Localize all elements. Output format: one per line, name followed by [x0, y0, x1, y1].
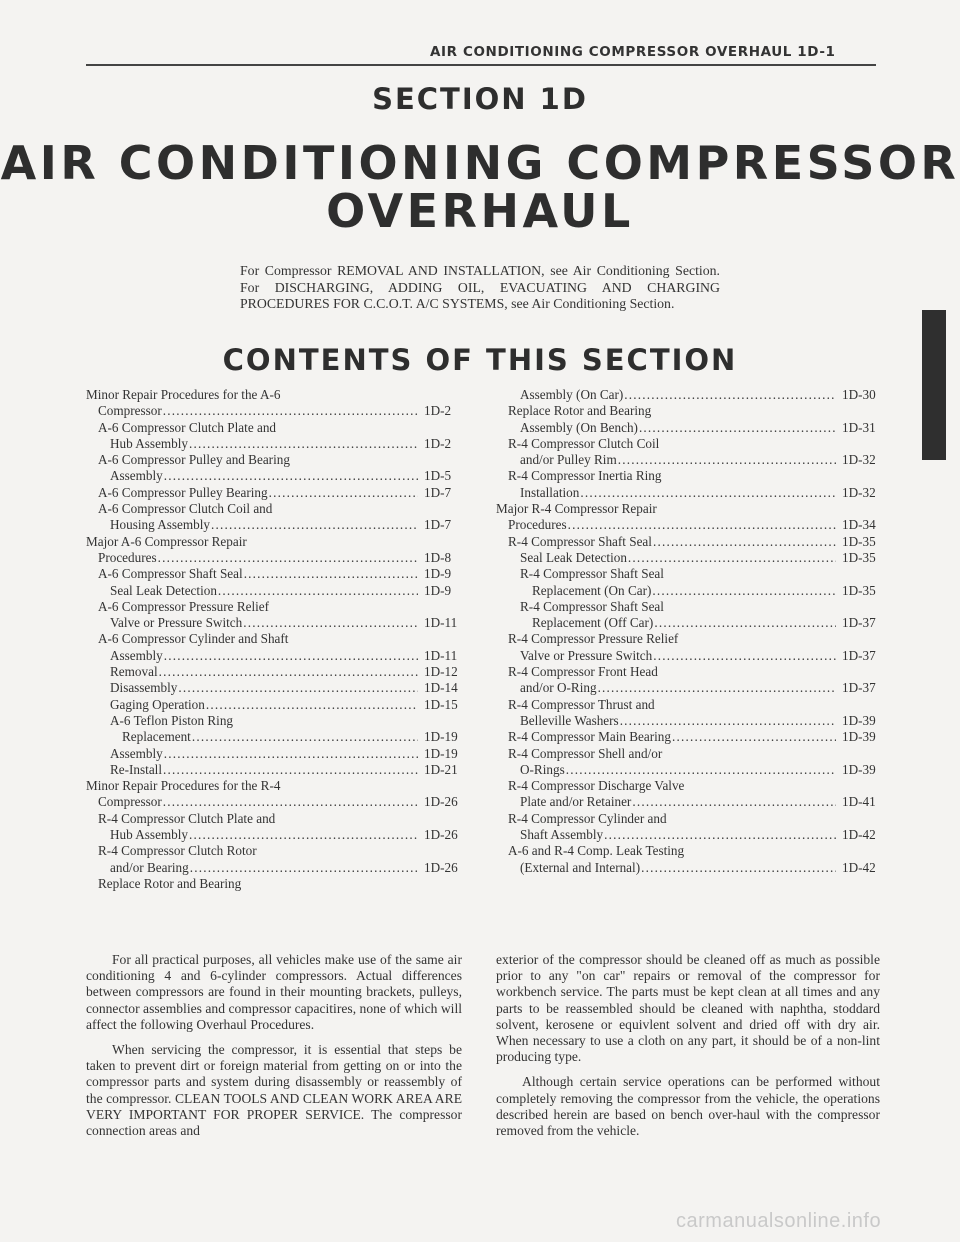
body-paragraph: For all practical purposes, all vehicles make use of the same air conditioning 4 and 6-cylinder compressors. Actual differences between compressors are found in their mounting brackets, pulleys, connector assemblies and compressor capacitires, none of which will affect the following Overhaul Procedures. — [86, 952, 462, 1032]
toc-entry[interactable] — [496, 843, 880, 859]
toc-page-number: 1D-42 — [842, 859, 876, 875]
toc-entry[interactable] — [86, 762, 462, 778]
toc-entry[interactable] — [86, 436, 462, 452]
toc-entry-title: Shaft Assembly — [520, 827, 604, 843]
toc-entry-title: R-4 Compressor Shaft Seal — [520, 598, 664, 614]
toc-entry-title: Housing Assembly — [110, 517, 211, 533]
toc-leader-dots — [205, 697, 418, 713]
page-title-line-1: AIR CONDITIONING COMPRESSOR — [0, 136, 960, 190]
toc-entry-title: O-Rings — [520, 761, 565, 777]
watermark: carmanualsonline.info — [676, 1210, 882, 1232]
toc-leader-dots — [191, 729, 418, 745]
toc-leader-dots — [162, 762, 418, 778]
toc-entry[interactable] — [496, 599, 880, 615]
toc-entry-title: Replace Rotor and Bearing — [508, 403, 652, 419]
toc-page-number: 1D-39 — [842, 712, 876, 728]
toc-entry[interactable] — [86, 583, 462, 599]
toc-page-number: 1D-2 — [424, 435, 452, 451]
toc-page-number: 1D-5 — [424, 468, 452, 484]
toc-entry[interactable] — [496, 811, 880, 827]
toc-entry[interactable] — [86, 713, 462, 729]
toc-entry[interactable] — [86, 664, 462, 680]
toc-page-number: 1D-15 — [424, 696, 458, 712]
body-paragraph: exterior of the compressor should be cleaned off as much as possible prior to any "on car" repairs or removal of the compressor for workbench service. The parts must be kept clean at all times and any parts to be reassembled should be cleaned with naphtha, stoddard solvent, kerosene or equivlent solvent and dried off with dry air. When necessary to use a cloth on any part, it should be of a non-lint producing type. — [496, 952, 880, 1065]
toc-page-number: 1D-14 — [424, 680, 458, 696]
toc-entry-title: Assembly (On Bench) — [520, 419, 638, 435]
toc-entry-title: Re-Install — [110, 761, 163, 777]
toc-page-number: 1D-2 — [424, 403, 452, 419]
toc-entry-title: Assembly — [110, 745, 163, 761]
toc-entry[interactable] — [496, 420, 880, 436]
toc-entry[interactable] — [86, 729, 462, 745]
toc-entry-title: A-6 and R-4 Comp. Leak Testing — [508, 843, 685, 859]
toc-entry-title: and/or Pulley Rim — [520, 452, 617, 468]
toc-entry-title: (External and Internal) — [520, 859, 641, 875]
toc-page-number: 1D-31 — [842, 419, 876, 435]
toc-entry[interactable] — [496, 485, 880, 501]
toc-entry[interactable] — [496, 631, 880, 647]
toc-entry[interactable] — [496, 794, 880, 810]
toc-entry-title: R-4 Compressor Main Bearing — [508, 729, 671, 745]
toc-entry-title: Gaging Operation — [110, 696, 205, 712]
toc-page-number: 1D-35 — [842, 533, 876, 549]
toc-entry[interactable] — [86, 452, 462, 468]
toc-entry-title: A-6 Compressor Pulley and Bearing — [98, 452, 290, 468]
header-rule — [86, 64, 876, 66]
toc-entry-title: Major R-4 Compressor Repair — [496, 501, 657, 517]
toc-entry[interactable] — [496, 680, 880, 696]
toc-entry-title: R-4 Compressor Inertia Ring — [508, 468, 662, 484]
toc-entry[interactable] — [496, 468, 880, 484]
toc-leader-dots — [627, 550, 836, 566]
toc-page-number: 1D-35 — [842, 582, 876, 598]
toc-entry[interactable] — [496, 436, 880, 452]
toc-leader-dots — [210, 517, 418, 533]
toc-entry[interactable] — [86, 811, 462, 827]
toc-entry[interactable] — [86, 566, 462, 582]
toc-leader-dots — [162, 794, 418, 810]
toc-entry-title: Compressor — [98, 794, 162, 810]
toc-entry[interactable] — [496, 697, 880, 713]
toc-entry[interactable] — [496, 550, 880, 566]
toc-entry[interactable] — [86, 420, 462, 436]
toc-entry-title: Compressor — [98, 403, 162, 419]
toc-leader-dots — [638, 420, 836, 436]
toc-entry-title: Minor Repair Procedures for the R-4 — [86, 778, 281, 794]
toc-entry[interactable] — [496, 778, 880, 794]
toc-entry-title: R-4 Compressor Clutch Coil — [508, 435, 660, 451]
toc-page-number: 1D-9 — [424, 566, 452, 582]
toc-entry[interactable] — [496, 648, 880, 664]
toc-entry[interactable] — [86, 843, 462, 859]
toc-entry-title: Replacement — [122, 729, 191, 745]
toc-entry[interactable] — [496, 566, 880, 582]
page-title-line-2: OVERHAUL — [326, 184, 634, 238]
toc-entry[interactable] — [496, 387, 880, 403]
toc-entry-title: R-4 Compressor Shaft Seal — [520, 566, 664, 582]
toc-leader-dots — [188, 436, 418, 452]
toc-page-number: 1D-39 — [842, 729, 876, 745]
toc-leader-dots — [162, 403, 418, 419]
toc-entry[interactable] — [86, 680, 462, 696]
toc-page-number: 1D-7 — [424, 484, 452, 500]
toc-entry[interactable] — [86, 860, 462, 876]
toc-entry-title: and/or O-Ring — [520, 680, 597, 696]
toc-entry-title: R-4 Compressor Shell and/or — [508, 745, 663, 761]
toc-page-number: 1D-34 — [842, 517, 876, 533]
toc-leader-dots — [217, 583, 418, 599]
intro-text: For Compressor REMOVAL AND INSTALLATION, see Air Conditioning Section. For DISCHARGING, ADDING OIL, EVACUATING AND CHARGING PROCEDURES FOR C.C.O.T. A/C SYSTEMS, see Air Conditioning Section. — [240, 263, 720, 311]
toc-entry-title: A-6 Teflon Piston Ring — [110, 712, 234, 728]
toc-page-number: 1D-12 — [424, 664, 458, 680]
toc-leader-dots — [177, 680, 418, 696]
toc-entry-title: A-6 Compressor Pulley Bearing — [98, 484, 268, 500]
running-header: AIR CONDITIONING COMPRESSOR OVERHAUL 1D-1 — [430, 44, 836, 60]
toc-page-number: 1D-26 — [424, 859, 458, 875]
toc-leader-dots — [597, 680, 836, 696]
toc-page-number: 1D-37 — [842, 615, 876, 631]
toc-page-number: 1D-7 — [424, 517, 452, 533]
toc-leader-dots — [163, 648, 418, 664]
toc-entry[interactable] — [496, 713, 880, 729]
toc-entry-title: R-4 Compressor Clutch Rotor — [98, 843, 257, 859]
toc-page-number: 1D-39 — [842, 761, 876, 777]
toc-page-number: 1D-8 — [424, 549, 452, 565]
toc-leader-dots — [158, 664, 418, 680]
toc-entry[interactable] — [496, 615, 880, 631]
toc-entry-title: Hub Assembly — [110, 827, 189, 843]
toc-leader-dots — [631, 794, 836, 810]
toc-entry[interactable] — [86, 827, 462, 843]
toc-leader-dots — [652, 534, 836, 550]
toc-entry[interactable] — [496, 583, 880, 599]
toc-entry-title: Replace Rotor and Bearing — [98, 875, 242, 891]
toc-leader-dots — [268, 485, 418, 501]
toc-entry-title: A-6 Compressor Cylinder and Shaft — [98, 631, 289, 647]
toc-entry[interactable] — [86, 746, 462, 762]
toc-entry-title: Procedures — [508, 517, 567, 533]
toc-page-number: 1D-19 — [424, 745, 458, 761]
toc-entry-title: R-4 Compressor Shaft Seal — [508, 533, 652, 549]
intro-note — [240, 263, 720, 313]
toc-page-number: 1D-26 — [424, 794, 458, 810]
toc-entry-title: Assembly — [110, 468, 163, 484]
toc-leader-dots — [163, 746, 418, 762]
body-paragraph: When servicing the compressor, it is essential that steps be taken to prevent dirt or foreign material from getting on or into the compressor parts and system during disassembly or reassembly of the compressor. CLEAN TOOLS AND CLEAN WORK AREA ARE VERY IMPORTANT FOR PROPER SERVICE. The compressor connection areas and — [86, 1042, 462, 1139]
toc-entry[interactable] — [496, 403, 880, 419]
toc-entry-title: R-4 Compressor Front Head — [508, 664, 658, 680]
toc-leader-dots — [652, 648, 836, 664]
toc-entry-title: Valve or Pressure Switch — [520, 647, 653, 663]
toc-entry-title: Removal — [110, 664, 158, 680]
toc-entry[interactable] — [86, 387, 462, 403]
toc-entry[interactable] — [496, 827, 880, 843]
toc-page-number: 1D-30 — [842, 387, 876, 402]
toc-entry-title: Replacement (Off Car) — [532, 615, 654, 631]
toc-leader-dots — [617, 452, 836, 468]
body-right-column — [496, 952, 880, 1148]
contents-heading: CONTENTS OF THIS SECTION — [222, 343, 738, 377]
toc-leader-dots — [188, 827, 418, 843]
toc-right-column — [496, 387, 880, 876]
toc-leader-dots — [671, 729, 836, 745]
toc-entry[interactable] — [496, 762, 880, 778]
toc-page-number: 1D-37 — [842, 647, 876, 663]
toc-page-number: 1D-35 — [842, 549, 876, 565]
toc-entry[interactable] — [86, 615, 462, 631]
toc-leader-dots — [640, 860, 836, 876]
toc-entry-title: A-6 Compressor Clutch Plate and — [98, 419, 277, 435]
toc-leader-dots — [651, 583, 836, 599]
toc-entry-title: Seal Leak Detection — [110, 582, 217, 598]
toc-entry[interactable] — [86, 876, 462, 892]
toc-entry[interactable] — [86, 778, 462, 794]
toc-entry[interactable] — [496, 664, 880, 680]
toc-entry[interactable] — [86, 403, 462, 419]
toc-entry[interactable] — [86, 485, 462, 501]
toc-entry-title: Replacement (On Car) — [532, 582, 652, 598]
toc-entry-title: A-6 Compressor Shaft Seal — [98, 566, 243, 582]
toc-page-number: 1D-41 — [842, 794, 876, 810]
toc-leader-dots — [189, 860, 418, 876]
toc-leader-dots — [163, 468, 418, 484]
toc-page-number: 1D-42 — [842, 827, 876, 843]
toc-entry[interactable] — [86, 517, 462, 533]
body-left-column — [86, 952, 462, 1148]
toc-entry-title: Plate and/or Retainer — [520, 794, 632, 810]
toc-entry-title: Assembly (On Car) — [520, 387, 624, 402]
toc-leader-dots — [565, 762, 836, 778]
toc-entry[interactable] — [86, 468, 462, 484]
toc-entry[interactable] — [86, 794, 462, 810]
toc-page-number: 1D-11 — [424, 615, 458, 631]
toc-entry-title: R-4 Compressor Pressure Relief — [508, 631, 679, 647]
toc-entry-title: Procedures — [98, 549, 157, 565]
toc-leader-dots — [242, 615, 418, 631]
section-thumb-tab — [922, 310, 946, 460]
toc-leader-dots — [243, 566, 418, 582]
toc-leader-dots — [579, 485, 836, 501]
toc-entry[interactable] — [496, 452, 880, 468]
toc-entry[interactable] — [496, 729, 880, 745]
toc-entry[interactable] — [496, 501, 880, 517]
toc-entry-title: Major A-6 Compressor Repair — [86, 533, 247, 549]
toc-page-number: 1D-9 — [424, 582, 452, 598]
toc-page-number: 1D-26 — [424, 827, 458, 843]
toc-leader-dots — [623, 387, 836, 403]
toc-entry[interactable] — [86, 550, 462, 566]
toc-page-number: 1D-37 — [842, 680, 876, 696]
toc-entry-title: and/or Bearing — [110, 859, 189, 875]
toc-entry-title: R-4 Compressor Thrust and — [508, 696, 655, 712]
section-label: SECTION 1D — [372, 82, 588, 116]
toc-entry-title: R-4 Compressor Clutch Plate and — [98, 810, 276, 826]
toc-entry[interactable] — [86, 631, 462, 647]
toc-entry-title: R-4 Compressor Cylinder and — [508, 810, 667, 826]
toc-entry[interactable] — [496, 517, 880, 533]
toc-entry[interactable] — [86, 697, 462, 713]
toc-entry-title: Hub Assembly — [110, 435, 189, 451]
toc-page-number: 1D-32 — [842, 452, 876, 468]
toc-leader-dots — [603, 827, 836, 843]
toc-entry[interactable] — [496, 746, 880, 762]
toc-entry[interactable] — [86, 599, 462, 615]
toc-entry[interactable] — [86, 501, 462, 517]
toc-page-number: 1D-21 — [424, 761, 458, 777]
toc-leader-dots — [567, 517, 836, 533]
toc-entry[interactable] — [86, 534, 462, 550]
toc-page-number: 1D-32 — [842, 484, 876, 500]
toc-entry[interactable] — [496, 534, 880, 550]
toc-page-number: 1D-19 — [424, 729, 458, 745]
toc-entry-title: Installation — [520, 484, 580, 500]
toc-leader-dots — [653, 615, 836, 631]
toc-entry-title: A-6 Compressor Pressure Relief — [98, 598, 270, 614]
toc-entry[interactable] — [496, 860, 880, 876]
toc-entry-title: A-6 Compressor Clutch Coil and — [98, 501, 273, 517]
toc-entry-title: Assembly — [110, 647, 163, 663]
toc-entry-title: R-4 Compressor Discharge Valve — [508, 778, 685, 794]
toc-left-column — [86, 387, 462, 892]
toc-leader-dots — [619, 713, 836, 729]
toc-entry-title: Minor Repair Procedures for the A-6 — [86, 387, 281, 402]
toc-entry-title: Seal Leak Detection — [520, 549, 627, 565]
toc-leader-dots — [157, 550, 418, 566]
toc-entry-title: Disassembly — [110, 680, 178, 696]
toc-entry-title: Belleville Washers — [520, 712, 619, 728]
body-paragraph: Although certain service operations can be performed without completely removing the compressor from the vehicle, the operations described herein are based on bench over-haul with the compressor removed from the vehicle. — [496, 1074, 880, 1139]
toc-entry[interactable] — [86, 648, 462, 664]
toc-entry-title: Valve or Pressure Switch — [110, 615, 243, 631]
toc-page-number: 1D-11 — [424, 647, 458, 663]
